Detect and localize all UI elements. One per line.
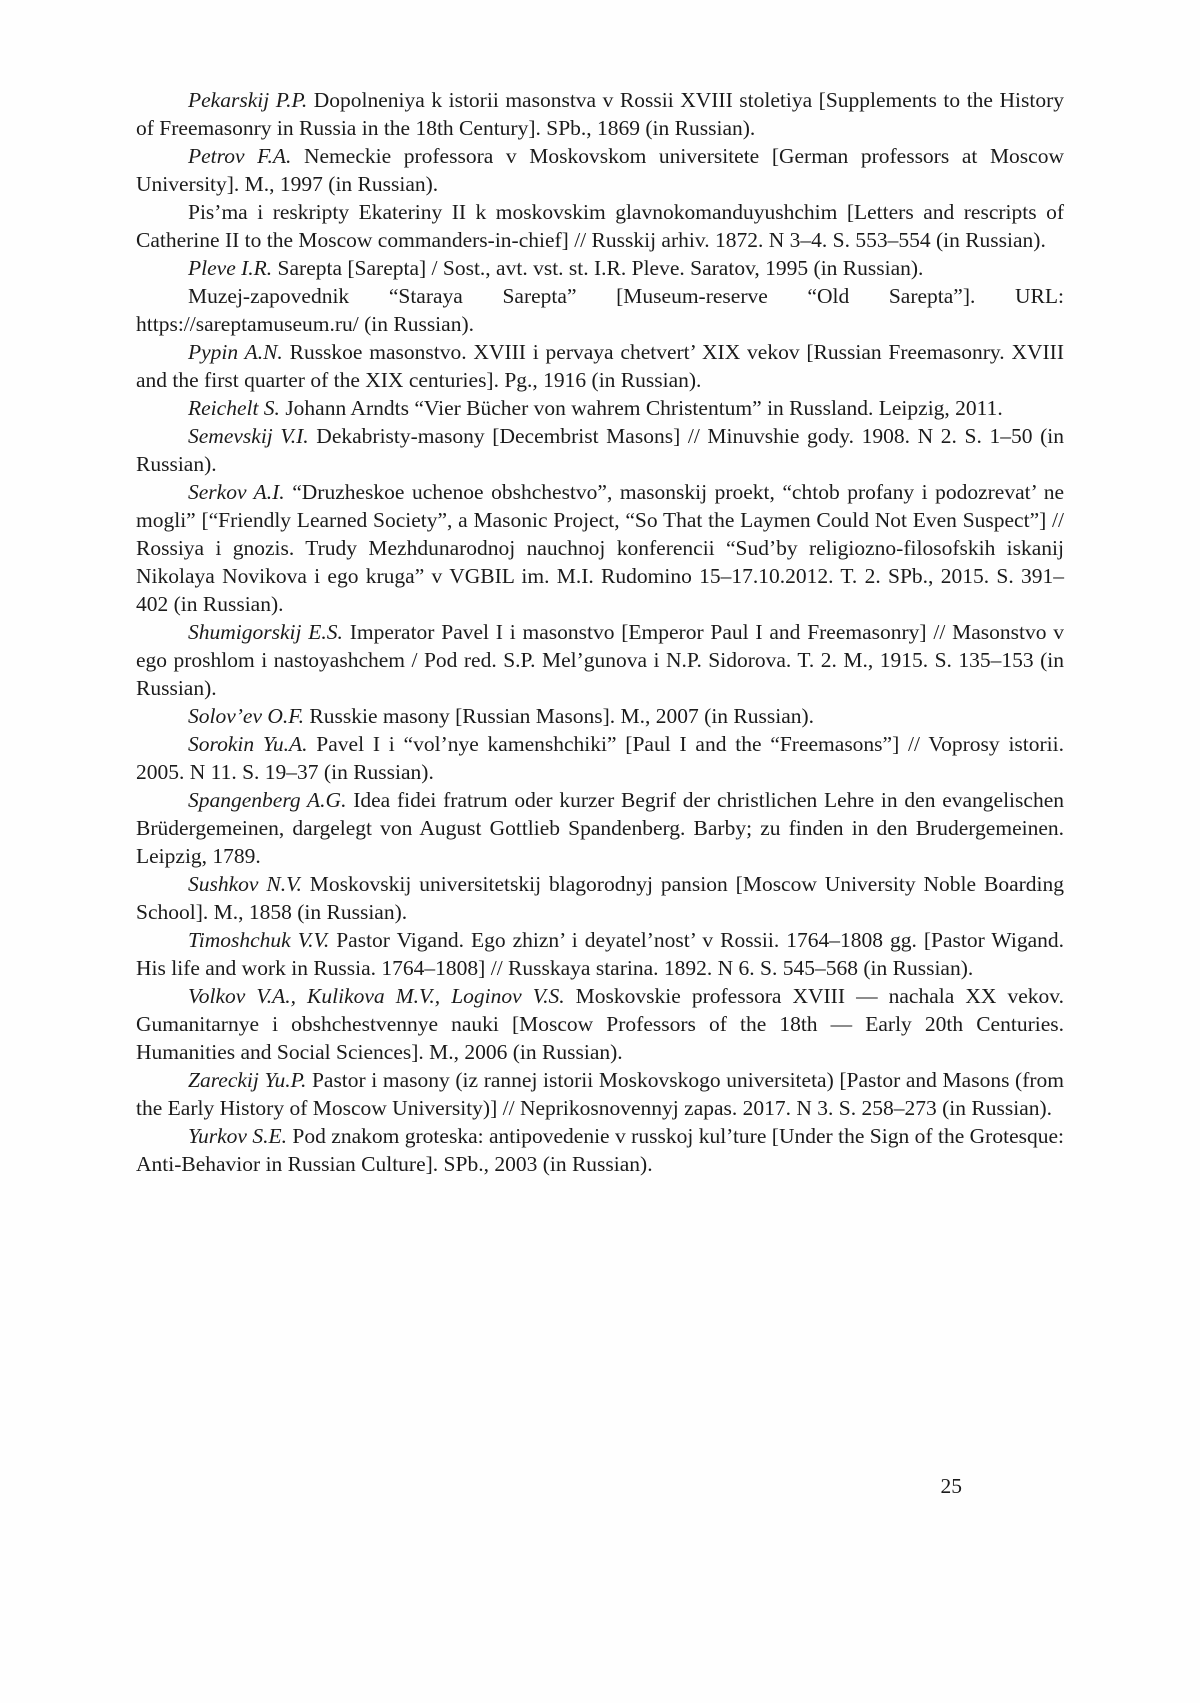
reference-entry [136, 982, 1064, 1066]
reference-text: Pastor i masony (iz rannej istorii Moskovskogo universiteta) [Pastor and Masons (from the Early History of Moscow University)] // Neprikosnovennyj zapas. 2017. N 3. S. 258–273 (in Russian). [136, 1068, 1065, 1120]
reference-text: Pastor Vigand. Ego zhizn’ i deyatel’nost’ v Rossii. 1764–1808 gg. [Pastor Wigand. His life and work in Russia. 1764–1808] // Russkaya starina. 1892. N 6. S. 545–568 (in Russian). [136, 928, 1064, 980]
reference-author: Serkov A.I. [188, 480, 285, 504]
reference-author: Pypin A.N. [188, 340, 283, 364]
reference-entry [136, 618, 1064, 702]
reference-text: Muzej-zapovednik “Staraya Sarepta” [Museum-reserve “Old Sarepta”]. URL: https://sareptamuseum.ru/ (in Russian). [136, 284, 1064, 336]
reference-author: Zareckij Yu.P. [188, 1068, 307, 1092]
reference-entry [136, 142, 1064, 198]
reference-text: Dekabristy-masony [Decembrist Masons] // Minuvshie gody. 1908. N 2. S. 1–50 (in Russian). [136, 424, 1064, 476]
reference-list [136, 86, 1064, 1178]
reference-author: Pekarskij P.P. [188, 88, 308, 112]
reference-text: Pod znakom groteska: antipovedenie v russkoj kul’ture [Under the Sign of the Grotesque: Anti-Behavior in Russian Culture]. SPb., 2003 (in Russian). [136, 1124, 1064, 1176]
reference-author: Semevskij V.I. [188, 424, 309, 448]
reference-entry [136, 926, 1064, 982]
reference-text: Moskovskie professora XVIII — nachala XX vekov. Gumanitarnye i obshchestvennye nauki [Moscow Professors of the 18th — Early 20th Centuries. Humanities and Social Sciences]. M., 2006 (in Russian). [136, 984, 1064, 1064]
reference-entry [136, 394, 1064, 422]
reference-author: Volkov V.A., Kulikova M.V., Loginov V.S. [188, 984, 565, 1008]
reference-entry [136, 786, 1064, 870]
reference-entry [136, 702, 1064, 730]
reference-text: Imperator Pavel I i masonstvo [Emperor Paul I and Freemasonry] // Masonstvo v ego proshlom i nastoyashchem / Pod red. S.P. Mel’gunova i N.P. Sidorova. T. 2. M., 1915. S. 135–153 (in Russian). [136, 620, 1065, 700]
reference-text: Idea fidei fratrum oder kurzer Begrif der christlichen Lehre in den evangelischen Brüdergemeinen, dargelegt von August Gottlieb Spandenberg. Barby; zu finden in den Brudergemeinen. Leipzig, 1789. [136, 788, 1064, 868]
reference-text: Russkoe masonstvo. XVIII i pervaya chetvert’ XIX vekov [Russian Freemasonry. XVIII and the first quarter of the XIX centuries]. Pg., 1916 (in Russian). [136, 340, 1064, 392]
reference-entry [136, 870, 1064, 926]
reference-entry [136, 198, 1064, 254]
reference-text: Johann Arndts “Vier Bücher von wahrem Christentum” in Russland. Leipzig, 2011. [279, 396, 1003, 420]
reference-text: Nemeckie professora v Moskovskom universitete [German professors at Moscow University]. M., 1997 (in Russian). [136, 144, 1064, 196]
reference-text: Pavel I i “vol’nye kamenshchiki” [Paul I and the “Freemasons”] // Voprosy istorii. 2005. N 11. S. 19–37 (in Russian). [136, 732, 1065, 784]
reference-text: Russkie masony [Russian Masons]. M., 2007 (in Russian). [304, 704, 815, 728]
page-number: 25 [940, 1474, 962, 1498]
reference-entry [136, 282, 1064, 338]
reference-entry [136, 254, 1064, 282]
reference-entry [136, 1122, 1064, 1178]
reference-entry [136, 422, 1064, 478]
reference-entry [136, 478, 1064, 618]
reference-entry [136, 86, 1064, 142]
reference-entry [136, 730, 1064, 786]
reference-text: Pis’ma i reskripty Ekateriny II k moskovskim glavnokomanduyushchim [Letters and rescripts of Catherine II to the Moscow commanders-in-chief] // Russkij arhiv. 1872. N 3–4. S. 553–554 (in Russian). [136, 200, 1064, 252]
reference-author: Pleve I.R. [188, 256, 273, 280]
reference-author: Sushkov N.V. [188, 872, 302, 896]
reference-author: Petrov F.A. [188, 144, 292, 168]
reference-author: Shumigorskij E.S. [188, 620, 343, 644]
reference-author: Reichelt S. [188, 396, 280, 420]
reference-author: Spangenberg A.G. [188, 788, 347, 812]
reference-author: Sorokin Yu.A. [188, 732, 308, 756]
reference-author: Timoshchuk V.V. [188, 928, 330, 952]
reference-author: Solov’ev O.F. [188, 704, 305, 728]
reference-text: Moskovskij universitetskij blagorodnyj pansion [Moscow University Noble Boarding School]. M., 1858 (in Russian). [136, 872, 1065, 924]
reference-text: “Druzheskoe uchenoe obshchestvo”, masonskij proekt, “chtob profany i podozrevat’ ne mogli” [“Friendly Learned Society”, a Masonic Project, “So That the Laymen Could Not Even Suspect”] // Rossiya i gnozis. Trudy Mezhdunarodnoj nauchnoj konferencii “Sud’by religiozno-filosofskih iskanij Nikolaya Novikova i ego kruga” v VGBIL im. M.I. Rudomino 15–17.10.2012. T. 2. SPb., 2015. S. 391–402 (in Russian). [136, 480, 1065, 616]
reference-text: Sarepta [Sarepta] / Sost., avt. vst. st. I.R. Pleve. Saratov, 1995 (in Russian). [272, 256, 924, 280]
reference-entry [136, 1066, 1064, 1122]
reference-text: Dopolneniya k istorii masonstva v Rossii XVIII stoletiya [Supplements to the History of Freemasonry in Russia in the 18th Century]. SPb., 1869 (in Russian). [136, 88, 1064, 140]
reference-author: Yurkov S.E. [188, 1124, 287, 1148]
reference-entry [136, 338, 1064, 394]
